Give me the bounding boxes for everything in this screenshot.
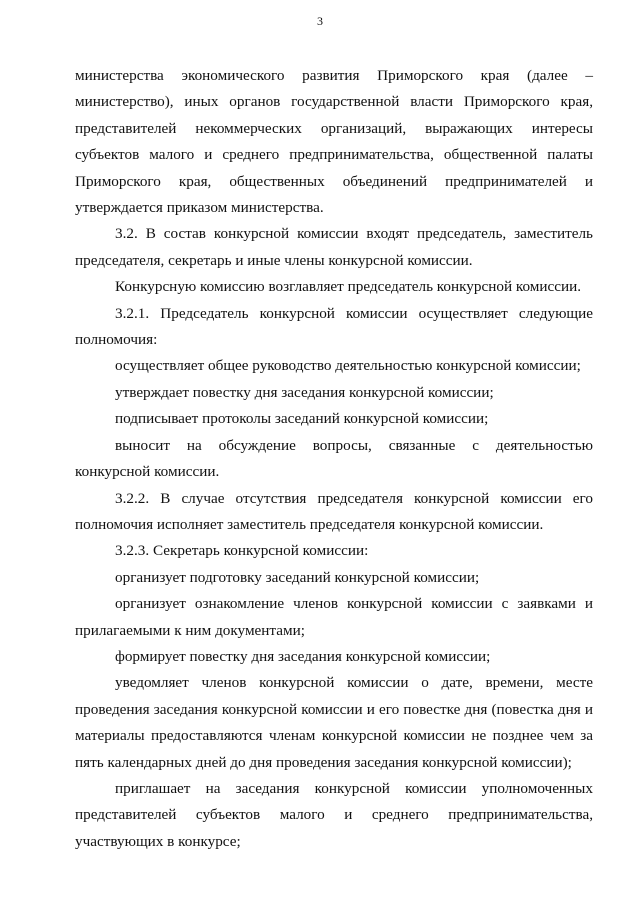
page-number: 3 <box>317 14 323 28</box>
paragraph: министерства экономического развития Приморского края (далее – министерство), иных органов государственной власти Приморского края, представителей некоммерческих организаций, выражающих интересы субъектов малого и среднего предпринимательства, общественной палаты Приморского края, общественных объединений предпринимателей и утверждается приказом министерства. <box>75 67 593 217</box>
paragraph: 3.2.2. В случае отсутствия председателя конкурсной комиссии его полномочия исполняет заместитель председателя конкурсной комиссии. <box>75 489 593 533</box>
paragraph: формирует повестку дня заседания конкурсной комиссии; <box>115 647 491 665</box>
paragraph: подписывает протоколы заседаний конкурсной комиссии; <box>115 410 489 428</box>
document-body <box>75 63 593 855</box>
paragraph: осуществляет общее руководство деятельностью конкурсной комиссии; <box>115 357 581 375</box>
paragraph: приглашает на заседания конкурсной комиссии уполномоченных представителей субъектов малого и среднего предпринимательства, участвующих в конкурсе; <box>75 779 593 850</box>
paragraph: выносит на обсуждение вопросы, связанные с деятельностью конкурсной комиссии. <box>75 436 593 481</box>
paragraph: уведомляет членов конкурсной комиссии о дате, времени, месте проведения заседания конкурсной комиссии и его повестке дня (повестка дня и материалы предоставляются членам конкурсной комиссии не позднее чем за пять календарных дней до дня проведения заседания конкурсной комиссии); <box>75 674 593 771</box>
paragraph: организует подготовку заседаний конкурсной комиссии; <box>115 568 480 586</box>
paragraph: утверждает повестку дня заседания конкурсной комиссии; <box>115 383 494 401</box>
paragraph: организует ознакомление членов конкурсной комиссии с заявками и прилагаемыми к ним документами; <box>75 595 593 639</box>
paragraph: 3.2. В состав конкурсной комиссии входят председатель, заместитель председателя, секретарь и иные члены конкурсной комиссии. <box>75 225 593 269</box>
paragraph: 3.2.3. Секретарь конкурсной комиссии: <box>115 542 369 560</box>
paragraph: Конкурсную комиссию возглавляет председатель конкурсной комиссии. <box>115 278 582 296</box>
paragraph: 3.2.1. Председатель конкурсной комиссии осуществляет следующие полномочия: <box>75 304 593 349</box>
